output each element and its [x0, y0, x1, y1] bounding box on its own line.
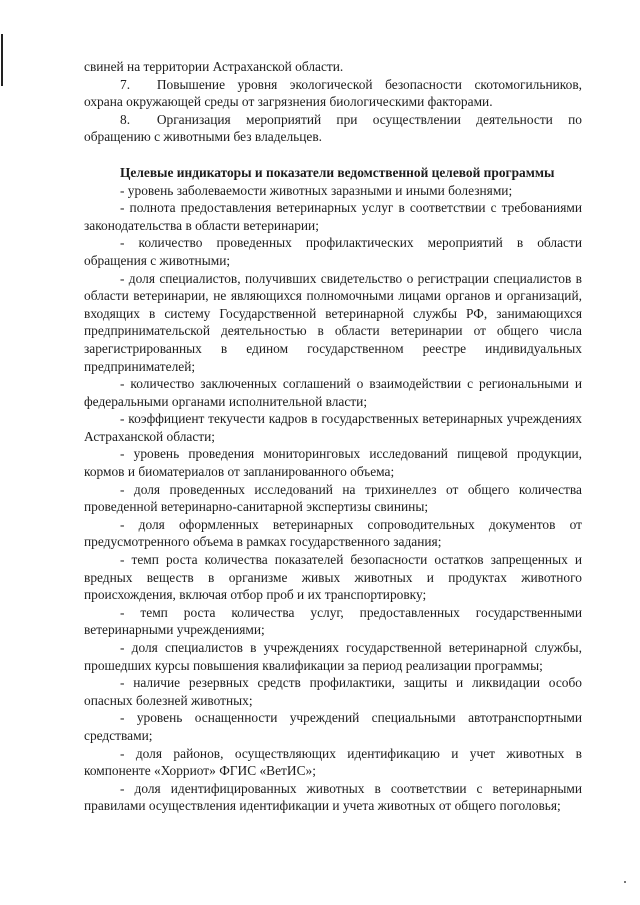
intro-item-7: 7. Повышение уровня экологической безопасности скотомогильников, охрана окружающей среды от загрязнения биологическими факторами. — [84, 76, 582, 110]
indicator-item: - доля проведенных исследований на трихинеллез от общего количества проведенной ветеринарно-санитарной экспертизы свинины; — [84, 481, 582, 515]
indicator-item: - полнота предоставления ветеринарных услуг в соответствии с требованиями законодательства в области ветеринарии; — [84, 200, 582, 233]
indicator-item: - доля оформленных ветеринарных сопроводительных документов от предусмотренного объема в рамках государственного задания; — [84, 516, 582, 550]
scan-margin-mark — [1, 34, 3, 86]
indicator-item: - доля районов, осуществляющих идентификацию и учет животных в компоненте «Хорриот» ФГИС «ВетИС»; — [84, 745, 582, 779]
indicator-item: - уровень проведения мониторинговых исследований пищевой продукции, кормов и биоматериалов от запланированного объема; — [84, 446, 582, 480]
indicator-item: - доля специалистов, получивших свидетельство о регистрации специалистов в области ветеринарии, не являющихся полномочными лицами органов и организаций, входящих в систему Государственной ветеринарной службы РФ, занимающихся предпринимательской деятельностью в области ветеринарии от общего числа зарегистрированных в едином государственном реестре индивидуальных предпринимателей; — [84, 270, 582, 374]
indicator-item: - наличие резервных средств профилактики, защиты и ликвидации особо опасных болезней животных; — [84, 675, 582, 708]
intro-item-8: 8. Организация мероприятий при осуществлении деятельности по обращению с животными без владельцев. — [84, 111, 582, 145]
indicator-item: - уровень заболеваемости животных заразными и иными болезнями; — [120, 182, 513, 198]
indicator-item: - темп роста количества услуг, предоставленных государственными ветеринарными учреждениями; — [84, 604, 582, 638]
indicator-item: - доля идентифицированных животных в соответствии с ветеринарными правилами осуществления идентификации и учета животных от общего поголовья; — [84, 780, 582, 814]
indicator-item: - доля специалистов в учреждениях государственной ветеринарной службы, прошедших курсы повышения квалификации за период реализации программы; — [84, 640, 582, 673]
indicator-item: - количество проведенных профилактических мероприятий в области обращения с животными; — [84, 235, 582, 268]
indicator-item: - темп роста количества показателей безопасности остатков запрещенных и вредных веществ в организме живых животных и продуктах животного происхождения, включая отбор проб и их транспортировку; — [84, 552, 582, 603]
indicator-item: - количество заключенных соглашений о взаимодействии с региональными и федеральными органами исполнительной власти; — [84, 376, 582, 409]
scan-speck — [624, 881, 626, 883]
indicator-item: - уровень оснащенности учреждений специальными автотранспортными средствами; — [84, 710, 582, 743]
section-heading: Целевые индикаторы и показатели ведомственной целевой программы — [120, 164, 555, 180]
indicator-item: - коэффициент текучести кадров в государственных ветеринарных учреждениях Астраханской области; — [84, 411, 582, 444]
document-page — [84, 58, 582, 815]
intro-line-continuation: свиней на территории Астраханской области. — [84, 59, 344, 74]
